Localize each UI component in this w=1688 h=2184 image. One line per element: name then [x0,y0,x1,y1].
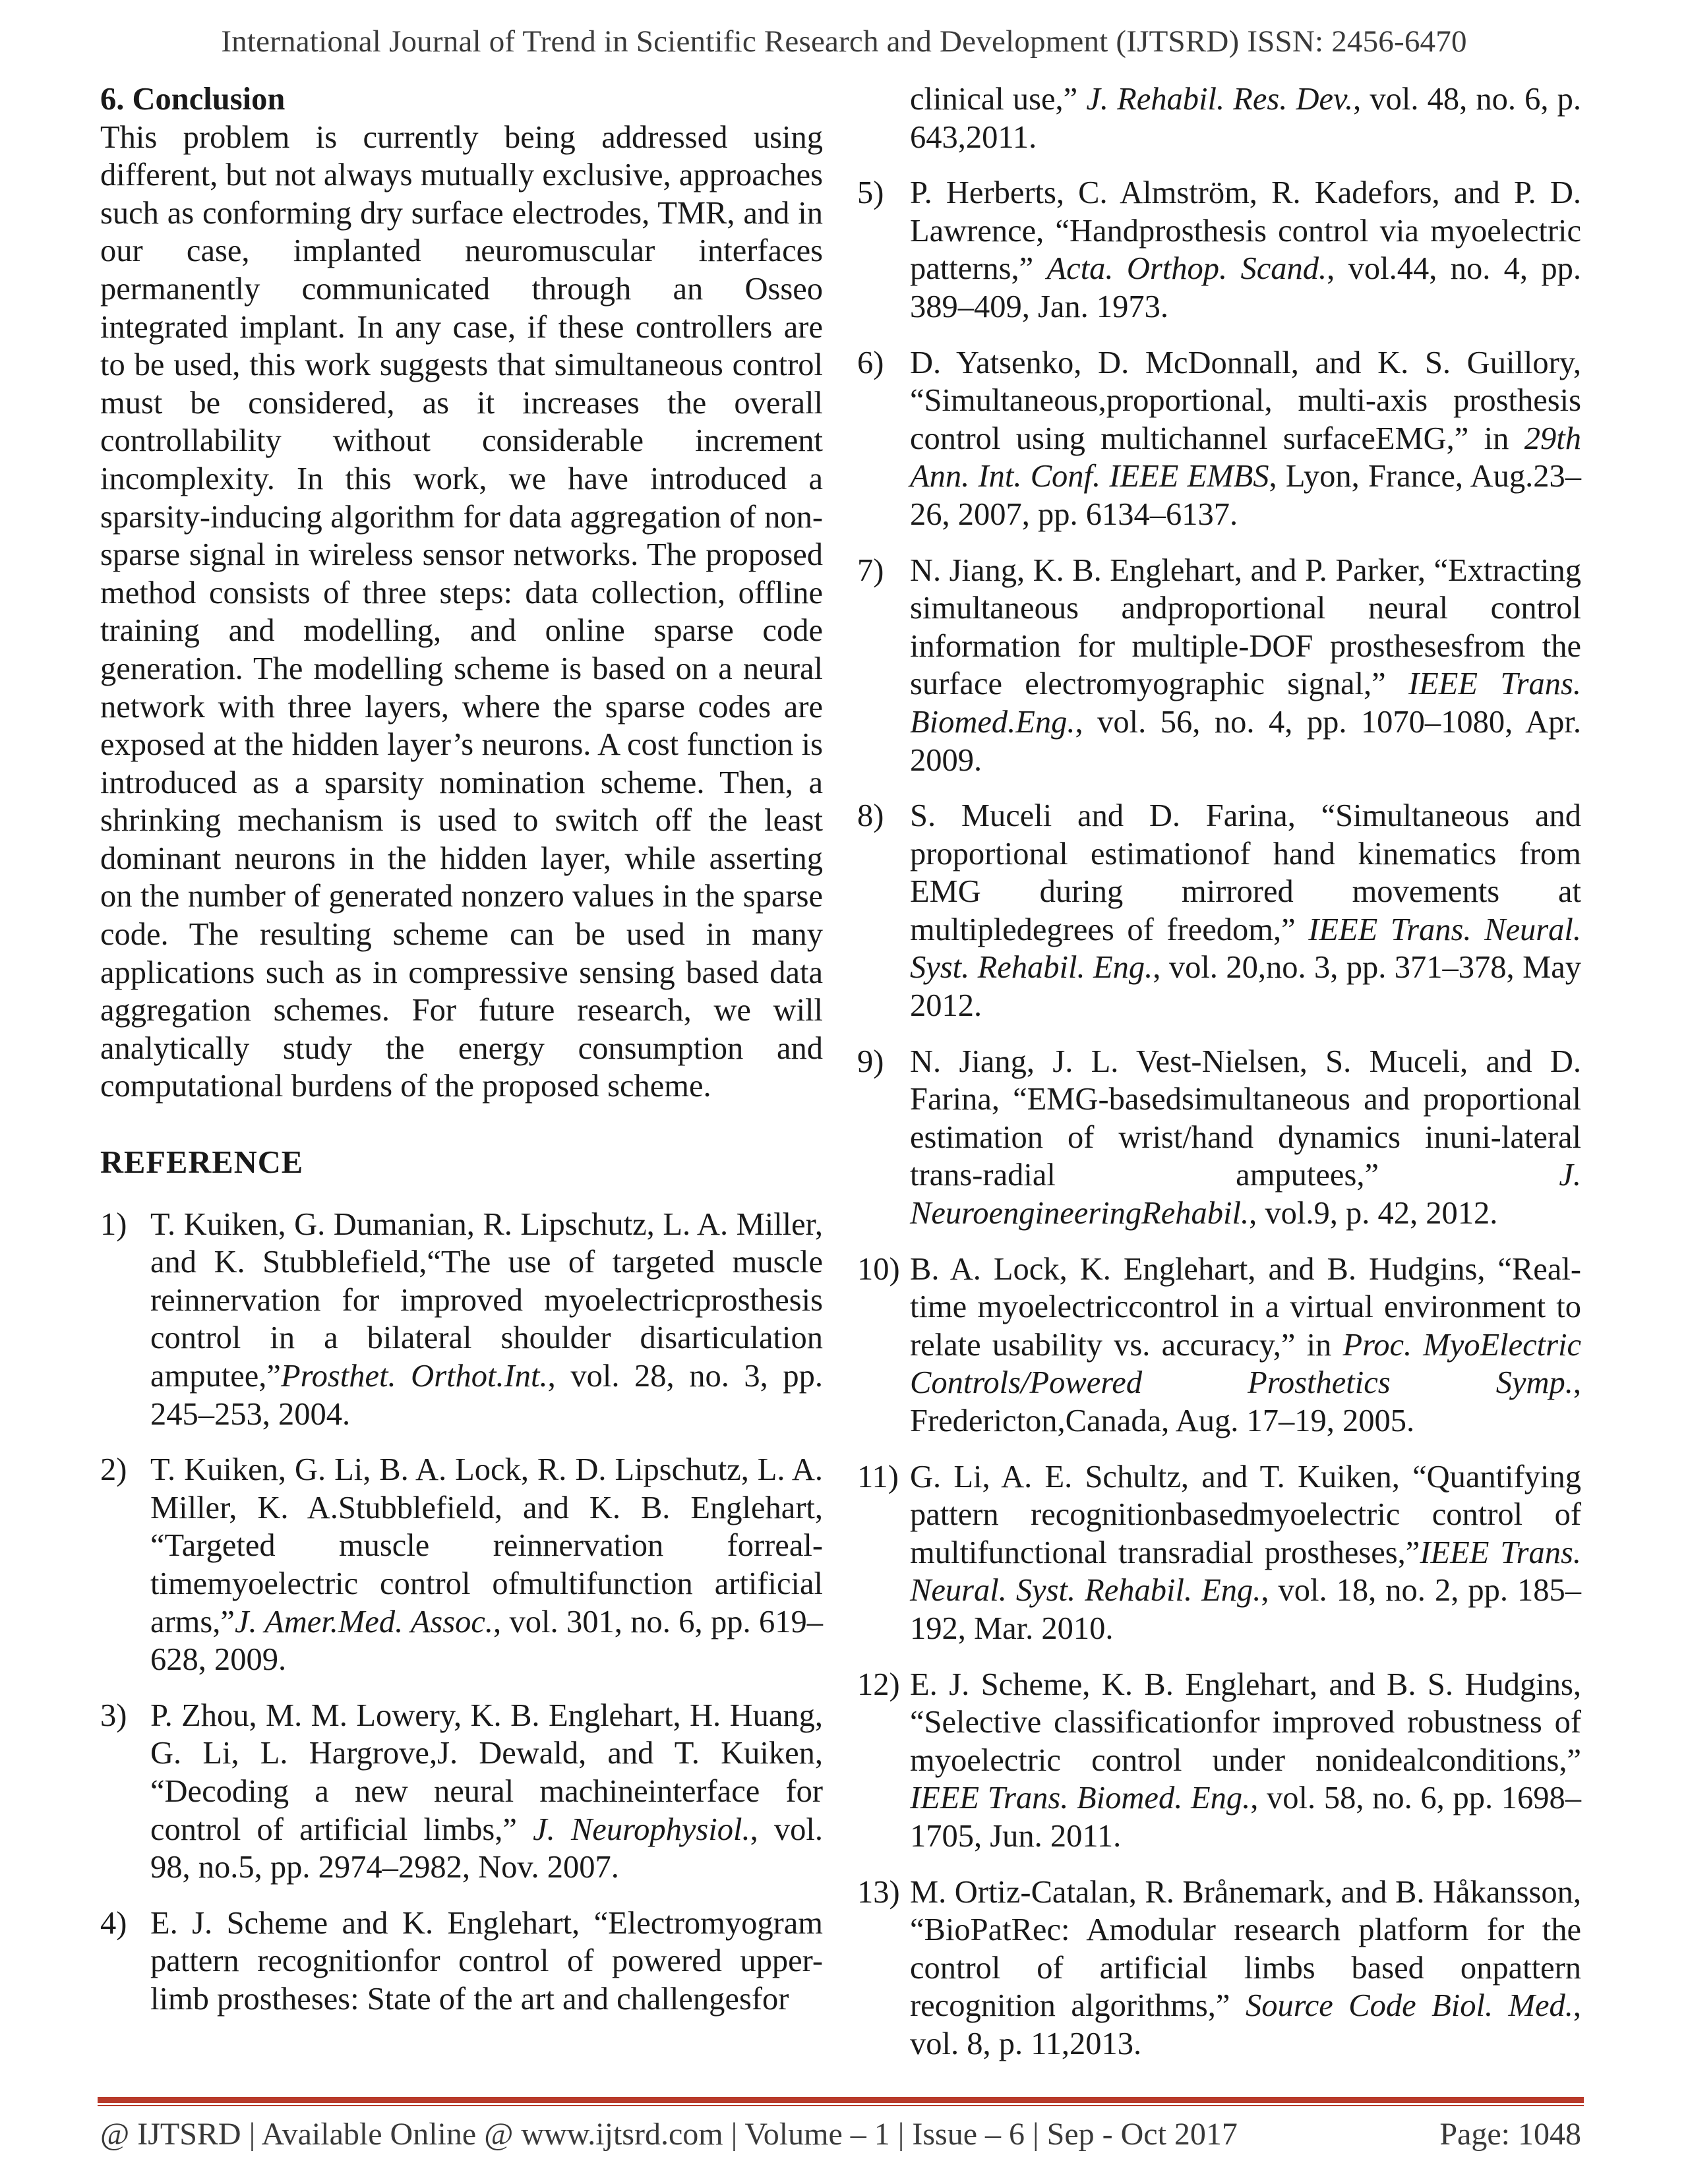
reference-text: S. Muceli and D. Farina, “Simultaneous and proportional estimationof hand kinematics from EMG during mirrored movements at multipledegrees of freedom,” IEEE Trans. Neural. Syst. Rehabil. Eng., vol. 20,no. 3, pp. 371–378, May 2012. [910,798,1581,1024]
reference-venue: Proc. MyoElectric Controls/Powered Prosthetics Symp. [910,1327,1581,1401]
conclusion-paragraph: This problem is currently being addressed using different, but not always mutually exclusive, approaches such as conforming dry surface electrodes, TMR, and in our case, implanted neuromuscular interfaces permanently communicated through an Osseo integrated implant. In any case, if these controllers are to be used, this work suggests that simultaneous control must be considered, as it increases the overall controllability without considerable increment incomplexity. In this work, we have introduced a sparsity-inducing algorithm for data aggregation of non-sparse signal in wireless sensor networks. The proposed method consists of three steps: data collection, offline training and modelling, and online sparse code generation. The modelling scheme is based on a neural network with three layers, where the sparse codes are exposed at the hidden layer’s neurons. A cost function is introduced as a sparsity nomination scheme. Then, a shrinking mechanism is used to switch off the least dominant neurons in the hidden layer, while asserting on the number of generated nonzero values in the sparse code. The resulting scheme can be used in many applications such as in compressive sensing based data aggregation schemes. For future research, we will analytically study the energy consumption and computational burdens of the proposed scheme. [100,119,823,1104]
reference-item [857,1251,1581,1440]
reference-text: G. Li, A. E. Schultz, and T. Kuiken, “Quantifying pattern recognitionbasedmyoelectric control of multifunctional transradial prostheses,”IEEE Trans. Neural. Syst. Rehabil. Eng., vol. 18, no. 2, pp. 185–192, Mar. 2010. [910,1459,1582,1646]
conclusion-heading: 6. Conclusion [100,82,286,117]
reference-item [857,1666,1581,1856]
reference-item [857,174,1581,326]
reference-number: 10) [857,1251,900,1287]
running-head: International Journal of Trend in Scientific Research and Development (IJTSRD) ISSN: 2456-6470 [221,24,1467,59]
reference-item [100,1206,823,1434]
reference-number: 5) [857,175,884,211]
reference-venue: IEEE Trans. Neural. Syst. Rehabil. Eng. [910,1535,1582,1608]
reference-number: 2) [100,1452,127,1488]
reference-text: P. Zhou, M. M. Lowery, K. B. Englehart, H. Huang, G. Li, L. Hargrove,J. Dewald, and T. Kuiken, “Decoding a new neural machineinterface for control of artificial limbs,” J. Neurophysiol., vol. 98, no.5, pp. 2974–2982, Nov. 2007. [150,1697,824,1885]
reference-venue: Source Code Biol. Med. [1245,1988,1573,2024]
reference-text: clinical use,” J. Rehabil. Res. Dev., vol. 48, no. 6, p. 643,2011. [910,82,1581,155]
reference-number: 1) [100,1206,127,1242]
reference-venue: J. Rehabil. Res. Dev. [1086,82,1354,117]
reference-text: T. Kuiken, G. Li, B. A. Lock, R. D. Lipschutz, L. A. Miller, K. A.Stubblefield, and K. B. Englehart, “Targeted muscle reinnervation forreal-timemyoelectric control ofmultifunction artificial arms,”J. Amer.Med. Assoc., vol. 301, no. 6, pp. 619–628, 2009. [150,1452,823,1678]
reference-number: 4) [100,1905,127,1941]
reference-text: B. A. Lock, K. Englehart, and B. Hudgins, “Real-time myoelectriccontrol in a virtual environment to relate usability vs. accuracy,” in Proc. MyoElectric Controls/Powered Prosthetics Symp., Fredericton,Canada, Aug. 17–19, 2005. [910,1251,1581,1438]
reference-item [857,1874,1581,2063]
left-column [100,80,823,2036]
reference-continuation [857,80,1581,156]
reference-venue: 29th Ann. Int. Conf. IEEE EMBS [910,421,1582,494]
footer-rule [98,2097,1584,2103]
reference-venue: J. Neurophysiol. [533,1812,750,1847]
reference-text: N. Jiang, J. L. Vest-Nielsen, S. Muceli, and D. Farina, “EMG-basedsimultaneous and proportional estimation of wrist/hand dynamics inuni-lateral trans-radial amputees,” J. NeuroengineeringRehabil., vol.9, p. 42, 2012. [910,1044,1582,1231]
reference-number: 11) [857,1459,899,1494]
reference-venue: IEEE Trans. Biomed.Eng. [910,666,1582,740]
page-number: Page: 1048 [1439,2117,1581,2152]
reference-item [857,1458,1581,1648]
reference-text: P. Herberts, C. Almström, R. Kadefors, and P. D. Lawrence, “Handprosthesis control via myoelectric patterns,” Acta. Orthop. Scand., vol.44, no. 4, pp. 389–409, Jan. 1973. [910,175,1582,324]
reference-number: 6) [857,345,884,380]
references-heading: REFERENCE [100,1145,304,1181]
reference-item [857,797,1581,1025]
reference-text: M. Ortiz-Catalan, R. Brånemark, and B. Håkansson, “BioPatRec: Amodular research platform for the control of artificial limbs based onpattern recognition algorithms,” Source Code Biol. Med., vol. 8, p. 11,2013. [910,1874,1582,2061]
reference-item [100,1451,823,1679]
reference-text: E. J. Scheme and K. Englehart, “Electromyogram pattern recognitionfor control of powered upper-limb prostheses: State of the art and challengesfor [150,1905,823,2017]
reference-item [857,552,1581,780]
reference-venue: IEEE Trans. Biomed. Eng. [910,1781,1251,1816]
footer-publication-info: @ IJTSRD | Available Online @ www.ijtsrd.com | Volume – 1 | Issue – 6 | Sep - Oct 2017 [100,2117,1238,2152]
reference-text: T. Kuiken, G. Dumanian, R. Lipschutz, L. A. Miller, and K. Stubblefield,“The use of targeted muscle reinnervation for improved myoelectricprosthesis control in a bilateral shoulder disarticulation amputee,”Prosthet. Orthot.Int., vol. 28, no. 3, pp. 245–253, 2004. [150,1206,823,1432]
reference-venue: Acta. Orthop. Scand. [1046,251,1327,287]
reference-venue: J. Amer.Med. Assoc. [234,1604,493,1639]
reference-number: 9) [857,1044,884,1079]
reference-text: D. Yatsenko, D. McDonnall, and K. S. Guillory, “Simultaneous,proportional, multi-axis prosthesis control using multichannel surfaceEMG,” in 29th Ann. Int. Conf. IEEE EMBS, Lyon, France, Aug.23–26, 2007, pp. 6134–6137. [910,345,1582,532]
reference-venue: IEEE Trans. Neural. Syst. Rehabil. Eng. [910,912,1581,986]
reference-number: 7) [857,552,884,588]
reference-item [857,1043,1581,1233]
reference-venue: J. NeuroengineeringRehabil. [910,1158,1582,1231]
reference-item [100,1697,823,1887]
footer-rule-thin [98,2105,1584,2106]
reference-item [100,1904,823,2019]
reference-text: E. J. Scheme, K. B. Englehart, and B. S. Hudgins, “Selective classificationfor improved robustness of myoelectric control under nonidealconditions,” IEEE Trans. Biomed. Eng., vol. 58, no. 6, pp. 1698–1705, Jun. 2011. [910,1667,1581,1854]
right-column [857,80,1581,2081]
reference-number: 8) [857,798,884,834]
page-footer [100,2116,1581,2152]
reference-venue: Prosthet. Orthot.Int. [280,1359,548,1394]
reference-number: 12) [857,1667,900,1702]
reference-item [857,344,1581,534]
reference-number: 13) [857,1874,900,1910]
reference-text: N. Jiang, K. B. Englehart, and P. Parker, “Extracting simultaneous andproportional neural control information for multiple-DOF prosthesesfrom the surface electromyographic signal,” IEEE Trans. Biomed.Eng., vol. 56, no. 4, pp. 1070–1080, Apr. 2009. [910,552,1582,778]
reference-number: 3) [100,1697,127,1733]
